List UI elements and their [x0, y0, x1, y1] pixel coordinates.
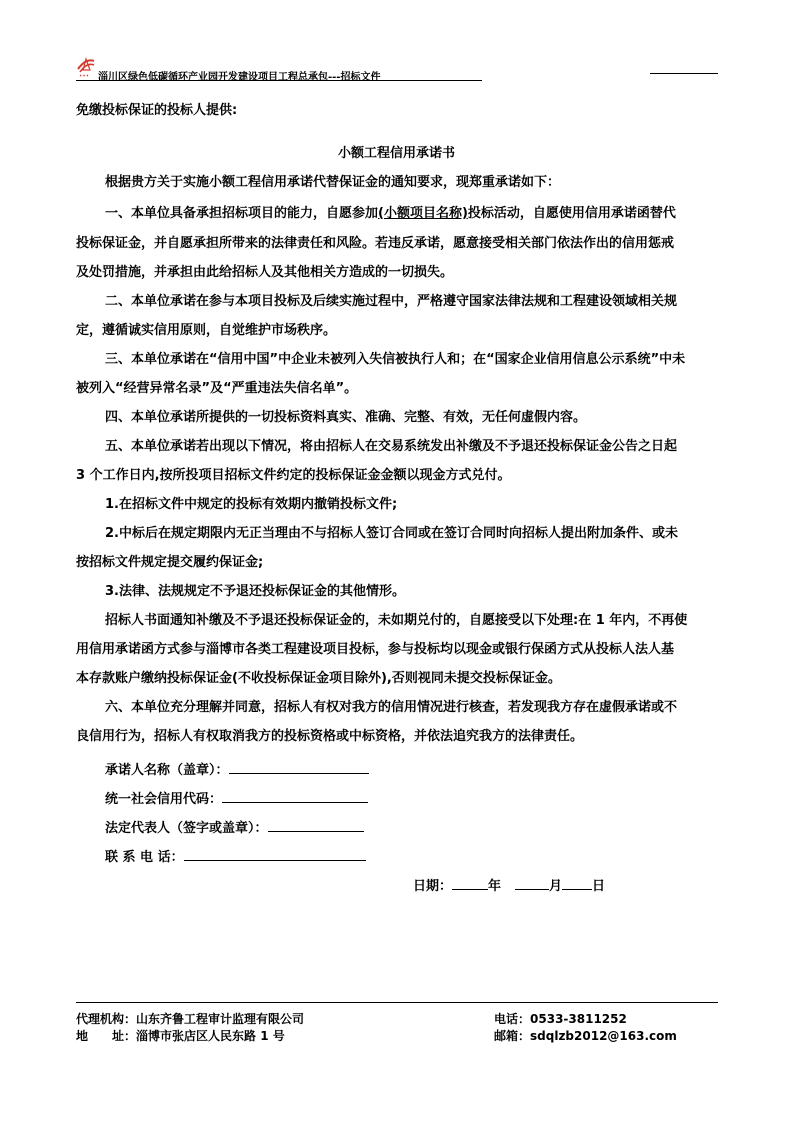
para-line: 3.法律、法规规定不予退还投标保证金的其他情形。	[105, 584, 405, 599]
footer-tel-label: 电话：	[494, 1012, 531, 1026]
para-line: 二、本单位承诺在参与本项目投标及后续实施过程中，严格遵守国家法律法规和工程建设领域相关规	[105, 294, 678, 309]
para-line: 招标人书面通知补缴及不予退还投标保证金的，未如期兑付的，自愿接受以下处理:在 1 年内，不再使	[105, 613, 688, 628]
para-line: 三、本单位承诺在“信用中国”中企业未被列入失信被执行人和；在“国家企业信用信息公示系统”中未	[105, 352, 686, 367]
intro-text: 免缴投标保证的投标人提供:	[76, 103, 238, 118]
para-line: 良信用行为，招标人有权取消我方的投标资格或中标资格，并依法追究我方的法律责任。	[76, 729, 584, 744]
para-text: 投标活动，自愿使用信用承诺函替代	[467, 206, 676, 221]
legal-rep-blank[interactable]	[268, 819, 364, 832]
legal-rep-field	[105, 819, 364, 837]
year-label: 年	[488, 879, 502, 894]
para-line: 四、本单位承诺所提供的一切投标资料真实、准确、完整、有效，无任何虚假内容。	[105, 410, 587, 425]
header-rule-left	[76, 80, 482, 81]
para-text: 一、本单位具备承担招标项目的能力，自愿参加	[105, 206, 379, 221]
para-line	[105, 206, 676, 222]
para-line: 根据贵方关于实施小额工程信用承诺代替保证金的通知要求，现郑重承诺如下：	[105, 175, 561, 190]
phone-blank[interactable]	[184, 848, 366, 861]
footer-address	[76, 1027, 285, 1044]
para-line: 本存款账户缴纳投标保证金(不收投标保证金项目除外),否则视同未提交投标保证金。	[76, 671, 561, 686]
day-label: 日	[592, 879, 606, 894]
header-rule-right	[650, 73, 718, 74]
month-blank[interactable]	[515, 877, 549, 890]
footer-agency-label: 代理机构：	[76, 1012, 137, 1026]
doc-title: 小额工程信用承诺书	[337, 146, 455, 161]
para-line: 及处罚措施，并承担由此给招标人及其他相关方造成的一切损失。	[76, 265, 454, 280]
footer-address-label: 地 址：	[76, 1029, 137, 1043]
para-line: 2.中标后在规定期限内无正当理由不与招标人签订合同或在签订合同时向招标人提出附加条件、或未	[105, 526, 678, 541]
promisor-label: 承诺人名称（盖章）：	[105, 763, 229, 778]
para-line: 用信用承诺函方式参与淄博市各类工程建设项目投标，参与投标均以现金或银行保函方式从投标人法人基	[76, 642, 675, 657]
para-line: 3 个工作日内,按所投项目招标文件约定的投标保证金金额以现金方式兑付。	[76, 468, 511, 483]
footer-email-label: 邮箱：	[494, 1029, 531, 1043]
day-blank[interactable]	[562, 877, 592, 890]
footer-tel	[494, 1010, 627, 1027]
para-line: 定，遵循诚实信用原则，自觉维护市场秩序。	[76, 323, 337, 338]
company-logo-icon	[76, 56, 96, 78]
footer-tel-value: 0533-3811252	[530, 1012, 627, 1026]
legal-rep-label: 法定代表人（签字或盖章）：	[105, 821, 268, 836]
credit-code-blank[interactable]	[222, 790, 368, 803]
year-blank[interactable]	[452, 877, 488, 890]
footer-address-value: 淄博市张店区人民东路 1 号	[136, 1029, 285, 1043]
date-label: 日期：	[413, 879, 453, 894]
credit-code-field	[105, 790, 368, 808]
footer-rule	[76, 1002, 718, 1003]
para-line: 投标保证金，并自愿承担所带来的法律责任和风险。若违反承诺，愿意接受相关部门依法作出的信用惩戒	[76, 236, 675, 251]
para-line: 被列入“经营异常名录”及“严重违法失信名单”。	[76, 381, 358, 396]
footer-email-value[interactable]: sdqlzb2012@163.com	[530, 1029, 677, 1043]
promisor-field	[105, 761, 369, 779]
credit-code-label: 统一社会信用代码：	[105, 792, 223, 807]
footer-agency-value: 山东齐鲁工程审计监理有限公司	[136, 1012, 305, 1026]
promisor-blank[interactable]	[229, 761, 369, 774]
month-label: 月	[549, 879, 563, 894]
svg-text:✦✦✦: ✦✦✦	[79, 73, 90, 78]
para-line: 五、本单位承诺若出现以下情况，将由招标人在交易系统发出补缴及不予退还投标保证金公告之日起	[105, 439, 678, 454]
project-name-placeholder: (小额项目名称)	[378, 206, 468, 221]
date-field	[413, 877, 605, 895]
para-line: 按招标文件规定提交履约保证金;	[76, 555, 264, 570]
header-title: 淄川区绿色低碳循环产业园开发建设项目工程总承包---招标文件	[98, 72, 381, 83]
para-line: 六、本单位充分理解并同意，招标人有权对我方的信用情况进行核查，若发现我方存在虚假承诺或不	[105, 700, 678, 715]
footer-email	[494, 1027, 677, 1044]
footer-agency	[76, 1010, 304, 1027]
phone-field	[105, 848, 366, 866]
phone-label: 联 系 电 话：	[105, 850, 184, 865]
para-line: 1.在招标文件中规定的投标有效期内撤销投标文件;	[105, 497, 398, 512]
